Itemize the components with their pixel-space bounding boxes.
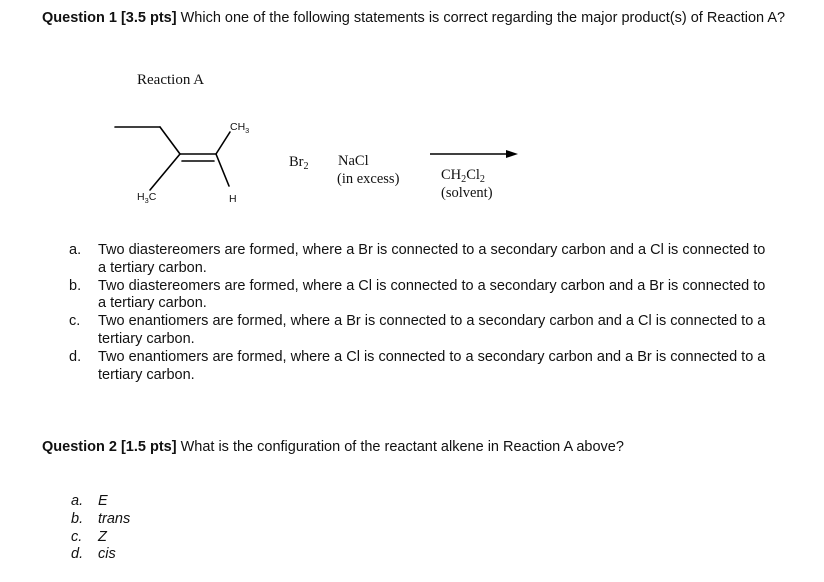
bond-upper-left bbox=[160, 127, 180, 154]
option-letter: d. bbox=[71, 546, 84, 563]
option-1d bbox=[69, 349, 769, 385]
option-letter: b. bbox=[69, 277, 82, 294]
question-2 bbox=[42, 439, 624, 455]
option-text: Z bbox=[98, 528, 107, 545]
option-2c bbox=[71, 529, 130, 547]
question-2-label: Question 2 [1.5 pts] bbox=[42, 439, 177, 455]
bond-to-h bbox=[216, 154, 229, 186]
h-label: H bbox=[229, 193, 237, 205]
option-letter: c. bbox=[69, 313, 81, 330]
option-2d bbox=[71, 546, 130, 564]
reagent-excess: (in excess) bbox=[337, 171, 400, 187]
option-letter: a. bbox=[69, 242, 82, 258]
reaction-title: Reaction A bbox=[137, 72, 205, 88]
reagent-nacl: NaCl bbox=[338, 153, 369, 169]
option-1c bbox=[69, 313, 769, 349]
option-text: Two diastereomers are formed, where a Br is connected to a secondary carbon and a Cl is connected to a tertiary carbon. bbox=[98, 242, 766, 276]
option-text: Two diastereomers are formed, where a Cl is connected to a secondary carbon and a Br is connected to a tertiary carbon. bbox=[98, 277, 766, 312]
reagent-br2: $Br_2$ bbox=[289, 154, 309, 172]
ch3-label: $CH_3$ bbox=[230, 121, 250, 135]
question-2-text: What is the configuration of the reactant alkene in Reaction A above? bbox=[176, 439, 624, 455]
question-2-options bbox=[71, 493, 130, 564]
option-1b bbox=[69, 278, 769, 314]
option-text: Two enantiomers are formed, where a Cl is connected to a secondary carbon and a Br is connected to a tertiary carbon. bbox=[98, 348, 766, 383]
option-letter: d. bbox=[69, 348, 82, 365]
question-1 bbox=[42, 10, 812, 27]
reaction-arrow bbox=[428, 147, 520, 161]
question-1-options bbox=[69, 242, 769, 384]
h3c-label: $H_3C$ bbox=[137, 191, 157, 205]
option-letter: c. bbox=[71, 528, 83, 545]
option-2a bbox=[71, 493, 130, 511]
question-1-label: Question 1 [3.5 pts] bbox=[42, 10, 177, 26]
bond-to-ch3 bbox=[216, 132, 230, 154]
bond-lower-left bbox=[150, 154, 180, 190]
option-text: cis bbox=[98, 546, 116, 563]
question-1-text: Which one of the following statements is correct regarding the major product(s) of Reaction A? bbox=[176, 10, 786, 26]
option-text: trans bbox=[98, 510, 131, 527]
option-text: Two enantiomers are formed, where a Br is connected to a secondary carbon and a Cl is connected to a tertiary carbon. bbox=[98, 313, 766, 347]
option-1a bbox=[69, 242, 769, 278]
solvent-label: (solvent) bbox=[441, 185, 493, 201]
solvent-formula: $CH_2Cl_2$ bbox=[441, 167, 485, 185]
option-text: E bbox=[98, 493, 108, 509]
option-letter: a. bbox=[71, 493, 84, 509]
option-letter: b. bbox=[71, 510, 84, 527]
option-2b bbox=[71, 511, 130, 529]
